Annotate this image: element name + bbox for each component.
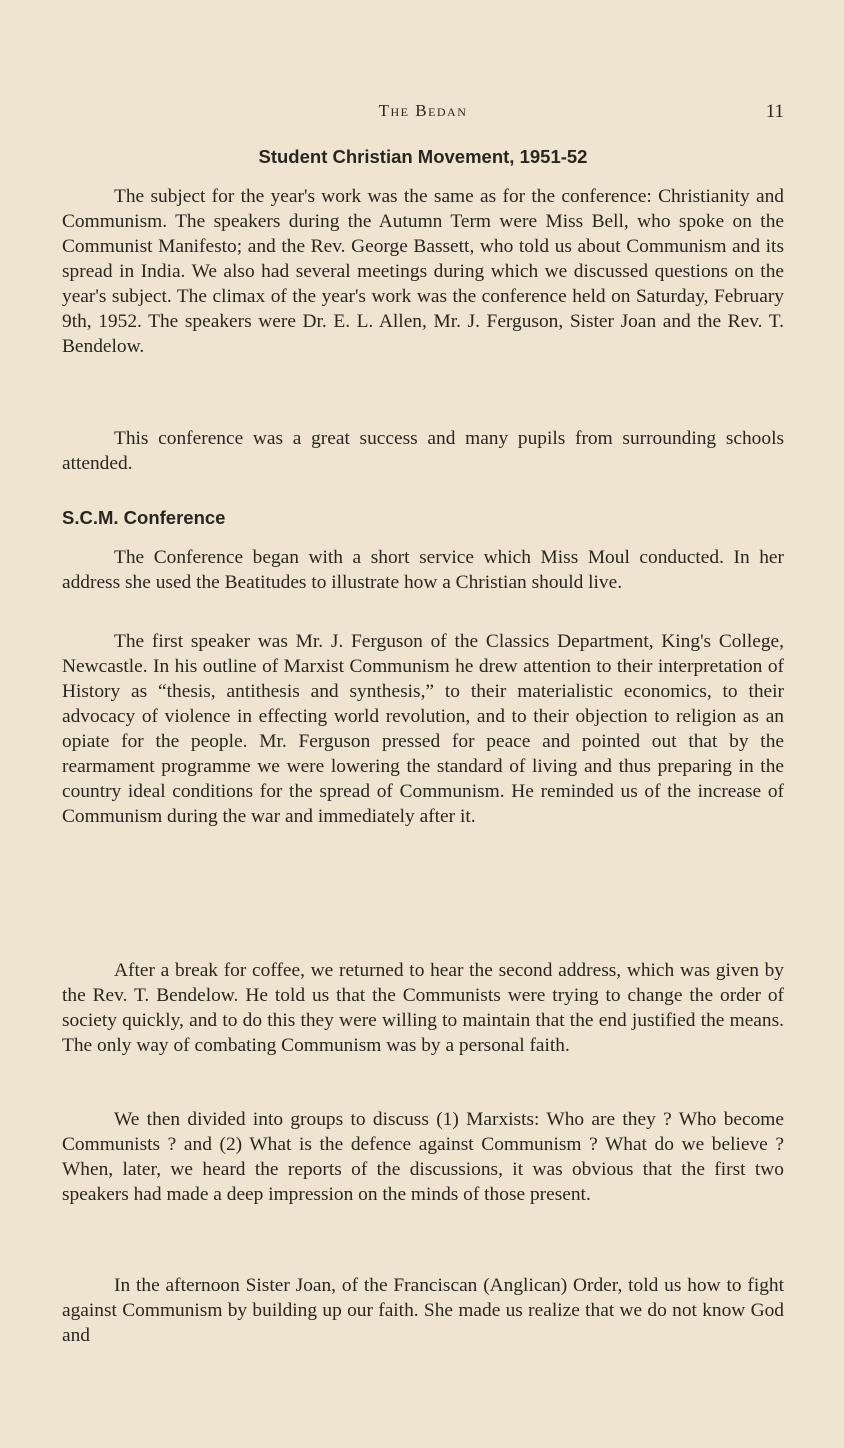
paragraph: The Conference began with a short service which Miss Moul conducted. In her address she used the Beatitudes to illustrate how a Christian should live.: [62, 547, 784, 593]
section-title-scm-1951-52: Student Christian Movement, 1951-52: [258, 146, 588, 167]
paragraph: The subject for the year's work was the same as for the conference: Christianity and Communism. The speakers during the Autumn Term were Miss Bell, who spoke on the Communist Manifesto; and the Rev. George Bassett, who told us about Communism and its spread in India. We also had several meetings during which we discussed questions on the year's subject. The climax of the year's work was the conference held on Saturday, February 9th, 1952. The speakers were Dr. E. L. Allen, Mr. J. Ferguson, Sister Joan and the Rev. T. Bendelow.: [62, 186, 784, 357]
document-page: [62, 0, 784, 1448]
running-title: The Bedan: [378, 101, 468, 120]
page-number: 11: [765, 101, 784, 122]
section-title-scm-conference: S.C.M. Conference: [62, 507, 226, 528]
paragraph: After a break for coffee, we returned to hear the second address, which was given by the Rev. T. Bendelow. He told us that the Communists were trying to change the order of society quickly, and to do this they were willing to maintain that the end justified the means. The only way of combating Communism was by a personal faith.: [62, 960, 784, 1056]
paragraph: In the afternoon Sister Joan, of the Franciscan (Anglican) Order, told us how to fight against Communism by building up our faith. She made us realize that we do not know God and: [62, 1275, 784, 1346]
paragraph: This conference was a great success and many pupils from surrounding schools attended.: [62, 428, 784, 474]
paragraph: We then divided into groups to discuss (1) Marxists: Who are they ? Who become Communists ? and (2) What is the defence against Communism ? What do we believe ? When, later, we heard the reports of the discussions, it was obvious that the first two speakers had made a deep impression on the minds of those present.: [62, 1109, 784, 1205]
running-header: [62, 101, 784, 125]
paragraph: The first speaker was Mr. J. Ferguson of the Classics Department, King's College, Newcastle. In his outline of Marxist Communism he drew attention to their interpretation of History as “thesis, antithesis and synthesis,” to their materialistic economics, to their advocacy of violence in effecting world revolution, and to their objection to religion as an opiate for the people. Mr. Ferguson pressed for peace and pointed out that by the rearmament programme we were lowering the standard of living and thus preparing in the country ideal conditions for the spread of Communism. He reminded us of the increase of Communism during the war and immediately after it.: [62, 631, 784, 827]
